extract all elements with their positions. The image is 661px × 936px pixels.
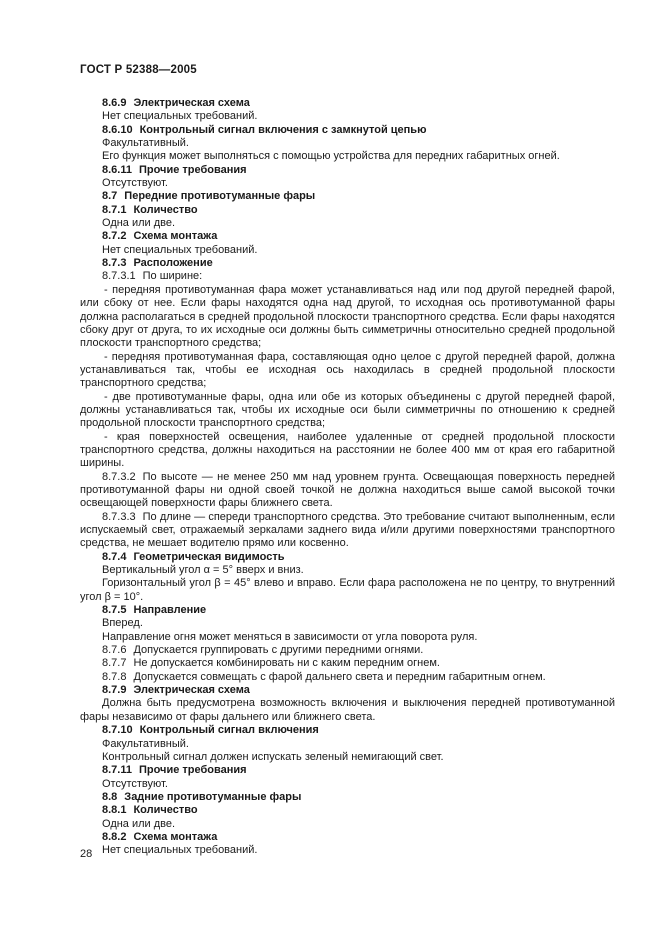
section-title: Количество — [133, 203, 198, 216]
section-title: Передние противотуманные фары — [124, 190, 316, 203]
section-heading — [80, 230, 615, 243]
section-number: 8.7.3.1 — [102, 270, 136, 283]
paragraph-text: Допускается совмещать с фарой дальнего света и передним габаритным огнем. — [133, 670, 546, 683]
section-number: 8.6.10 — [102, 123, 133, 136]
section-title: Количество — [133, 804, 198, 817]
numbered-paragraph — [80, 511, 615, 551]
section-number: 8.7.6 — [102, 644, 127, 657]
numbered-paragraph — [80, 671, 615, 684]
section-number: 8.6.11 — [102, 163, 132, 176]
section-title: Геометрическая видимость — [133, 550, 285, 563]
section-heading — [80, 204, 615, 217]
section-heading — [80, 97, 615, 110]
list-item: - две противотуманные фары, одна или обе из которых объединены с другой передней фарой, должны устанавливаться так, чтобы их исходные оси были симметричны по отношению к средней продольной плоскости транспортного средства; — [80, 390, 615, 430]
paragraph: Одна или две. — [102, 217, 176, 230]
paragraph: Нет специальных требований. — [102, 110, 258, 123]
paragraph-text: Допускается группировать с другими передними огнями. — [133, 644, 424, 657]
section-number: 8.8.1 — [102, 804, 127, 817]
paragraph: Направление огня может меняться в зависимости от угла поворота руля. — [102, 630, 478, 643]
section-title: Электрическая схема — [133, 684, 250, 697]
section-number: 8.8.2 — [102, 830, 127, 843]
section-heading — [80, 684, 615, 697]
section-number: 8.7.11 — [102, 764, 132, 777]
paragraph-text: Не допускается комбинировать ни с каким передним огнем. — [133, 657, 440, 670]
section-heading — [80, 551, 615, 564]
section-heading — [80, 764, 615, 777]
section-heading — [80, 124, 615, 137]
section-number: 8.7.3.3 — [102, 510, 136, 523]
section-number: 8.7.5 — [102, 604, 127, 617]
section-title: Схема монтажа — [133, 830, 218, 843]
section-heading — [80, 164, 615, 177]
section-number: 8.7.7 — [102, 657, 127, 670]
paragraph: Вертикальный угол α = 5° вверх и вниз. — [102, 564, 304, 577]
section-title: Расположение — [133, 257, 213, 270]
list-item: - края поверхностей освещения, наиболее удаленные от средней продольной плоскости транспортного средства, должны находиться на расстоянии не более 400 мм от края его габаритной ширины. — [80, 430, 615, 470]
list-item: - передняя противотуманная фара может устанавливаться над или под другой передней фарой, или сбоку от нее. Если фары находятся одна над другой, то исходная ось противотуманной фары должна располагаться в средней продольной плоскости транспортного средства. Если фары находятся сбоку друг от друга, то их исходные оси должны быть симметричны относительно средней продольной плоскости транспортного средства; — [80, 283, 615, 350]
section-number: 8.7.9 — [102, 684, 127, 697]
paragraph-text: По высоте — не менее 250 мм над уровнем грунта. Освещающая поверхность передней противотуманной фары ни одной своей точкой не должна находиться выше самой высокой точки освещающей поверхности фары ближнего света. — [80, 470, 615, 510]
section-heading — [80, 831, 615, 844]
paragraph: Нет специальных требований. — [102, 243, 258, 256]
section-title: Прочие требования — [138, 163, 247, 176]
section-number: 8.7.2 — [102, 230, 127, 243]
section-title: Контрольный сигнал включения с замкнутой цепью — [139, 123, 427, 136]
section-number: 8.7 — [102, 190, 118, 203]
section-heading — [80, 724, 615, 737]
paragraph: Факультативный. — [102, 137, 189, 150]
numbered-paragraph — [80, 471, 615, 511]
section-heading — [80, 791, 615, 804]
paragraph: Горизонтальный угол β = 45° влево и вправо. Если фара расположена не по центру, то внутренний угол β = 10°. — [80, 577, 615, 603]
paragraph: Факультативный. — [102, 737, 189, 750]
section-title: Схема монтажа — [133, 230, 218, 243]
paragraph: Отсутствуют. — [102, 777, 168, 790]
section-heading — [80, 604, 615, 617]
section-number: 8.7.3.2 — [102, 470, 136, 483]
paragraph: Отсутствуют. — [102, 177, 168, 190]
paragraph: Контрольный сигнал должен испускать зеленый немигающий свет. — [102, 750, 444, 763]
section-number: 8.7.3 — [102, 257, 127, 270]
section-title: Задние противотуманные фары — [124, 790, 302, 803]
paragraph: Нет специальных требований. — [102, 844, 258, 857]
paragraph: Его функция может выполняться с помощью устройства для передних габаритных огней. — [102, 150, 560, 163]
document-header: ГОСТ Р 52388—2005 — [80, 64, 197, 76]
section-heading — [80, 257, 615, 270]
page-number: 28 — [80, 848, 93, 860]
section-number: 8.6.9 — [102, 97, 127, 109]
section-number: 8.7.4 — [102, 550, 127, 563]
list-item: - передняя противотуманная фара, составляющая одно целое с другой передней фарой, должна устанавливаться так, чтобы ее исходная ось находилась в средней продольной плоскости транспортного средства; — [80, 350, 615, 390]
paragraph-text: По длине — спереди транспортного средства. Это требование считают выполненным, если испускаемый свет, отражаемый зеркалами заднего вида и/или другими поверхностями транспортного средства, не мешает водителю прямо или косвенно. — [80, 510, 615, 550]
numbered-paragraph — [80, 644, 615, 657]
section-heading — [80, 190, 615, 203]
numbered-paragraph — [80, 270, 615, 283]
section-title: Направление — [133, 604, 207, 617]
section-title: Электрическая схема — [133, 97, 250, 109]
section-number: 8.7.10 — [102, 724, 133, 737]
paragraph: Должна быть предусмотрена возможность включения и выключения передней противотуманной фары независимо от фары дальнего или ближнего света. — [80, 697, 615, 723]
section-number: 8.7.8 — [102, 670, 127, 683]
numbered-paragraph — [80, 657, 615, 670]
document-content — [80, 97, 615, 858]
section-title: Прочие требования — [138, 764, 247, 777]
section-number: 8.7.1 — [102, 203, 127, 216]
section-number: 8.8 — [102, 790, 118, 803]
section-title: Контрольный сигнал включения — [139, 724, 319, 737]
paragraph: Одна или две. — [102, 817, 176, 830]
section-heading — [80, 804, 615, 817]
paragraph: Вперед. — [102, 617, 143, 630]
paragraph-text: По ширине: — [142, 270, 203, 283]
